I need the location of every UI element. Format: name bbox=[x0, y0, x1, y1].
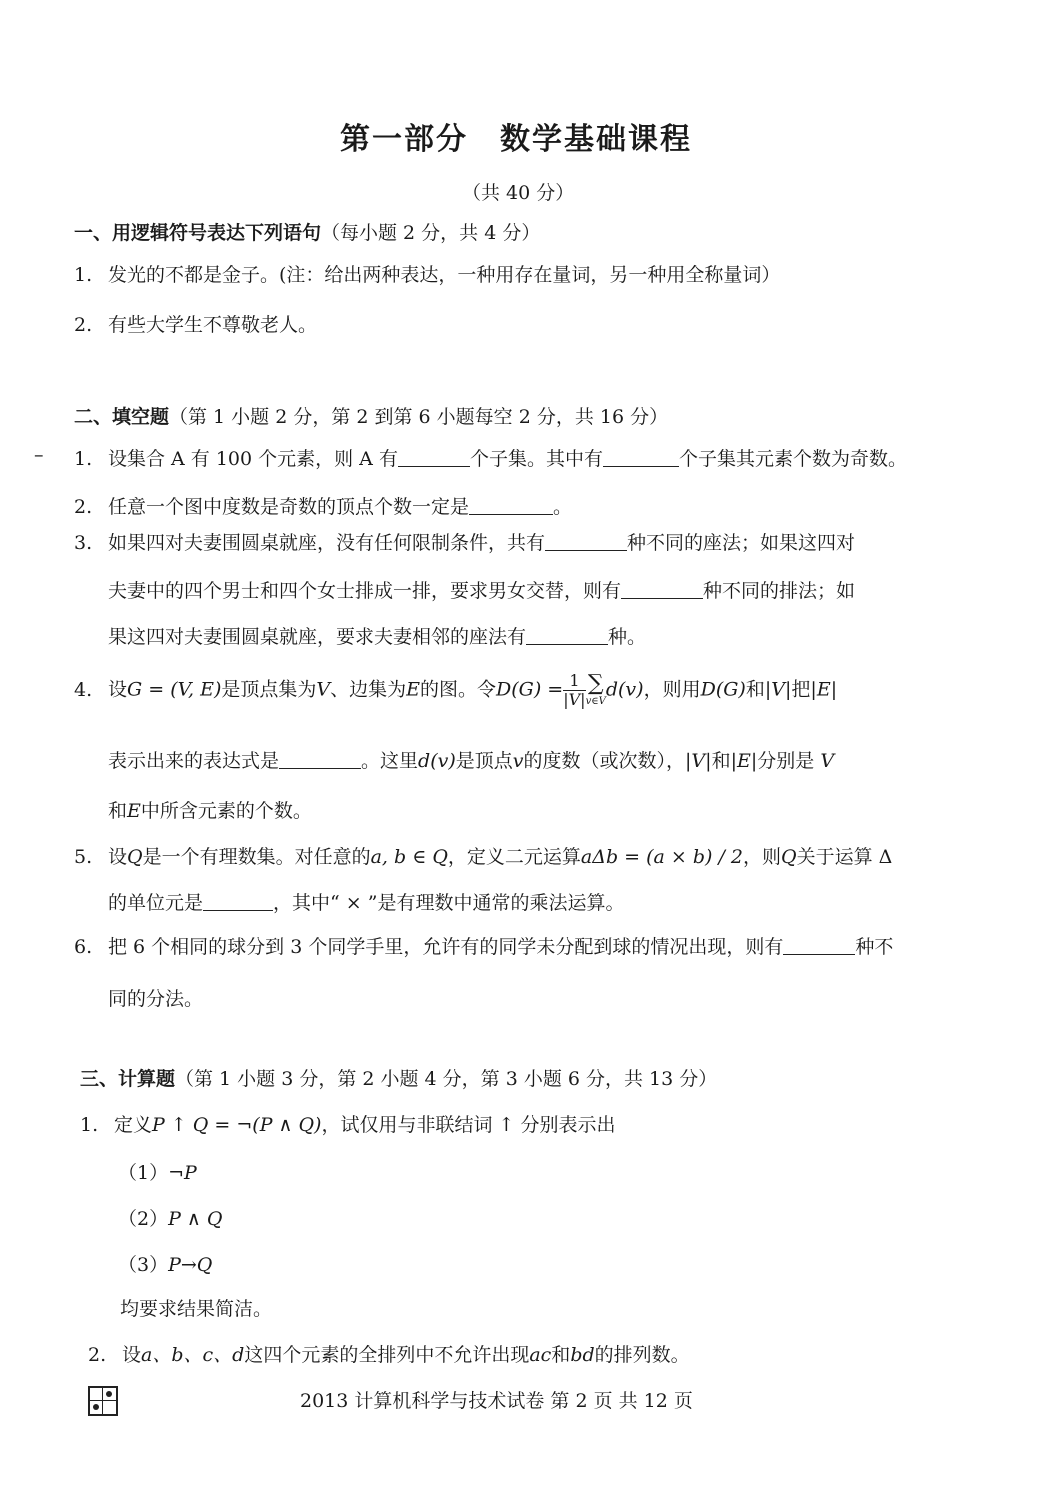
corner-marker-icon bbox=[88, 1386, 118, 1416]
s3-item-2 bbox=[118, 1204, 222, 1231]
s2-question-4-line-3 bbox=[108, 796, 312, 823]
math-symbol: ac bbox=[529, 1344, 552, 1366]
math-symbol: Q bbox=[781, 846, 797, 868]
s3-question-2 bbox=[88, 1340, 690, 1367]
question-text: 有些大学生不尊敬老人。 bbox=[108, 314, 318, 336]
math-expression: |V| bbox=[685, 750, 712, 772]
question-text: 定义 bbox=[114, 1114, 153, 1136]
answer-blank bbox=[603, 448, 679, 467]
question-text: 是顶点 bbox=[455, 750, 513, 772]
fraction-denominator: |V| bbox=[563, 690, 586, 709]
math-expression: D(G) = bbox=[496, 678, 564, 701]
s1-question-2 bbox=[74, 310, 317, 337]
section-3-note: （第 1 小题 3 分，第 2 小题 4 分，第 3 小题 6 分，共 13 分） bbox=[175, 1068, 718, 1090]
question-text: 是一个有理数集。对任意的 bbox=[142, 846, 371, 868]
summation bbox=[585, 670, 606, 709]
page-footer: 2013 计算机科学与技术试卷 第 2 页 共 12 页 bbox=[300, 1390, 693, 1412]
question-text: 和 bbox=[108, 800, 128, 822]
math-expression: G = (V, E) bbox=[127, 678, 222, 701]
answer-blank bbox=[526, 626, 608, 645]
math-expression: D(G) bbox=[700, 678, 746, 701]
answer-blank bbox=[545, 532, 627, 551]
answer-blank bbox=[279, 750, 361, 769]
s2-question-5-line-2 bbox=[108, 888, 624, 915]
question-text: 把 6 个相同的球分到 3 个同学手里，允许有的同学未分配到球的情况出现，则有 bbox=[108, 936, 784, 958]
math-symbol: bd bbox=[570, 1344, 595, 1366]
question-text: 。 bbox=[553, 496, 573, 518]
section-2-heading: 二、填空题 bbox=[74, 406, 170, 428]
question-text: 、边集为 bbox=[330, 678, 407, 701]
s2-question-3-line-1 bbox=[74, 528, 855, 555]
fraction bbox=[563, 672, 585, 709]
math-symbol: v bbox=[512, 750, 524, 772]
question-text: 表示出来的表达式是 bbox=[108, 750, 280, 772]
answer-blank bbox=[398, 448, 470, 467]
fraction-numerator: 1 bbox=[563, 672, 585, 691]
math-expression: aΔb = (a × b) / 2 bbox=[580, 846, 744, 868]
math-expression: |E| bbox=[810, 678, 838, 701]
s3-requirement: 均要求结果简洁。 bbox=[120, 1298, 273, 1320]
question-number: 6. bbox=[74, 936, 93, 958]
question-text: 中所含元素的个数。 bbox=[140, 800, 312, 822]
sigma-symbol: ∑ bbox=[587, 670, 604, 696]
answer-blank bbox=[203, 892, 273, 911]
s2-question-4-line-1 bbox=[74, 672, 837, 709]
question-text: 把 bbox=[791, 678, 811, 701]
section-2-note: （第 1 小题 2 分，第 2 到第 6 小题每空 2 分，共 16 分） bbox=[169, 406, 669, 428]
question-text: 同的分法。 bbox=[108, 988, 204, 1010]
s3-question-1 bbox=[80, 1110, 615, 1137]
question-number: 2. bbox=[74, 314, 93, 336]
math-symbol: E bbox=[406, 678, 421, 701]
question-text: 个子集。其中有 bbox=[469, 448, 603, 470]
marker-cell bbox=[103, 1388, 116, 1401]
question-text: 的单位元是 bbox=[108, 892, 204, 914]
section-1-note: （每小题 2 分，共 4 分） bbox=[321, 222, 541, 244]
s3-item-1 bbox=[118, 1158, 197, 1185]
marker-cell bbox=[103, 1401, 116, 1414]
math-expression: a、b、c、d bbox=[141, 1344, 245, 1366]
question-text: 个子集其元素个数为奇数。 bbox=[678, 448, 907, 470]
question-text: 夫妻中的四个男士和四个女士排成一排，要求男女交替，则有 bbox=[108, 580, 622, 602]
math-expression: |V| bbox=[764, 678, 792, 701]
section-3-header bbox=[80, 1064, 717, 1091]
section-2-header bbox=[74, 402, 668, 429]
margin-mark: – bbox=[34, 444, 44, 466]
question-number: 5. bbox=[74, 846, 93, 868]
math-symbol: V bbox=[820, 750, 835, 772]
math-expression: ¬P bbox=[168, 1162, 197, 1184]
question-text: 种不 bbox=[855, 936, 894, 958]
question-text: ，其中“ × ”是有理数中通常的乘法运算。 bbox=[273, 892, 625, 914]
question-text: 分别是 bbox=[757, 750, 815, 772]
question-number: 4. bbox=[74, 678, 93, 701]
answer-blank bbox=[469, 496, 553, 515]
question-text: 种不同的排法；如 bbox=[703, 580, 856, 602]
question-text: 种不同的座法；如果这四对 bbox=[627, 532, 856, 554]
question-text: 的度数（或次数）， bbox=[523, 750, 686, 772]
s2-question-2 bbox=[74, 492, 572, 519]
question-text: 和 bbox=[551, 1344, 571, 1366]
question-text: 的排列数。 bbox=[594, 1344, 690, 1366]
math-expression: d(v) bbox=[418, 750, 456, 772]
s2-question-1 bbox=[74, 444, 907, 471]
item-label: （3） bbox=[118, 1254, 169, 1276]
answer-blank bbox=[783, 936, 855, 955]
section-3-heading: 三、计算题 bbox=[80, 1068, 176, 1090]
question-text: ，则 bbox=[743, 846, 782, 868]
question-text: 设集合 A 有 100 个元素，则 A 有 bbox=[108, 448, 398, 470]
math-symbol: Q bbox=[127, 846, 143, 868]
page-subtitle: （共 40 分） bbox=[462, 182, 575, 204]
math-expression: a, b ∈ Q bbox=[370, 846, 448, 868]
s2-question-6-line-1 bbox=[74, 932, 893, 959]
question-number: 3. bbox=[74, 532, 93, 554]
s2-question-4-line-2 bbox=[108, 746, 834, 773]
answer-blank bbox=[621, 580, 703, 599]
sigma-subscript: v∈V bbox=[585, 695, 606, 707]
question-text: 关于运算 Δ bbox=[796, 846, 893, 868]
question-text: 。这里 bbox=[361, 750, 419, 772]
s2-question-6-line-2 bbox=[108, 984, 203, 1011]
item-label: （2） bbox=[118, 1208, 169, 1230]
page-title: 第一部分 数学基础课程 bbox=[340, 122, 692, 157]
question-text: 如果四对夫妻围圆桌就座，没有任何限制条件，共有 bbox=[108, 532, 546, 554]
question-number: 2. bbox=[74, 496, 93, 518]
question-text: 这四个元素的全排列中不允许出现 bbox=[244, 1344, 530, 1366]
marker-cell bbox=[90, 1388, 103, 1401]
question-text: 设 bbox=[108, 678, 128, 701]
question-text: 任意一个图中度数是奇数的顶点个数一定是 bbox=[108, 496, 470, 518]
question-text: 的图。令 bbox=[420, 678, 497, 701]
question-text: 种。 bbox=[608, 626, 647, 648]
s2-question-3-line-3 bbox=[108, 622, 646, 649]
s1-question-1 bbox=[74, 260, 780, 287]
question-text: 和 bbox=[745, 678, 765, 701]
marker-cell bbox=[90, 1401, 103, 1414]
question-number: 1. bbox=[74, 448, 93, 470]
question-text: ，则用 bbox=[643, 678, 701, 701]
question-text: 果这四对夫妻围圆桌就座，要求夫妻相邻的座法有 bbox=[108, 626, 527, 648]
math-symbol: E bbox=[127, 800, 141, 822]
s2-question-3-line-2 bbox=[108, 576, 855, 603]
question-text: 是顶点集为 bbox=[221, 678, 317, 701]
math-expression: P→Q bbox=[168, 1254, 213, 1276]
s2-question-5-line-1 bbox=[74, 842, 892, 869]
question-number: 2. bbox=[88, 1344, 107, 1366]
math-expression: |E| bbox=[730, 750, 758, 772]
math-expression: P ∧ Q bbox=[168, 1208, 223, 1230]
question-text: 发光的不都是金子。(注：给出两种表达，一种用存在量词，另一种用全称量词） bbox=[108, 264, 781, 286]
section-1-heading: 一、用逻辑符号表达下列语句 bbox=[74, 222, 322, 244]
item-label: （1） bbox=[118, 1162, 169, 1184]
question-text: 设 bbox=[108, 846, 128, 868]
s3-item-3 bbox=[118, 1250, 212, 1277]
math-symbol: V bbox=[316, 678, 331, 701]
question-text: ，定义二元运算 bbox=[447, 846, 581, 868]
question-text: ，试仅用与非联结词 ↑ 分别表示出 bbox=[321, 1114, 616, 1136]
question-text: 和 bbox=[711, 750, 731, 772]
question-number: 1. bbox=[80, 1114, 99, 1136]
math-expression: P ↑ Q = ¬(P ∧ Q) bbox=[152, 1114, 322, 1136]
math-expression: d(v) bbox=[605, 678, 644, 701]
question-text: 设 bbox=[122, 1344, 142, 1366]
section-1-header bbox=[74, 218, 540, 245]
question-number: 1. bbox=[74, 264, 93, 286]
